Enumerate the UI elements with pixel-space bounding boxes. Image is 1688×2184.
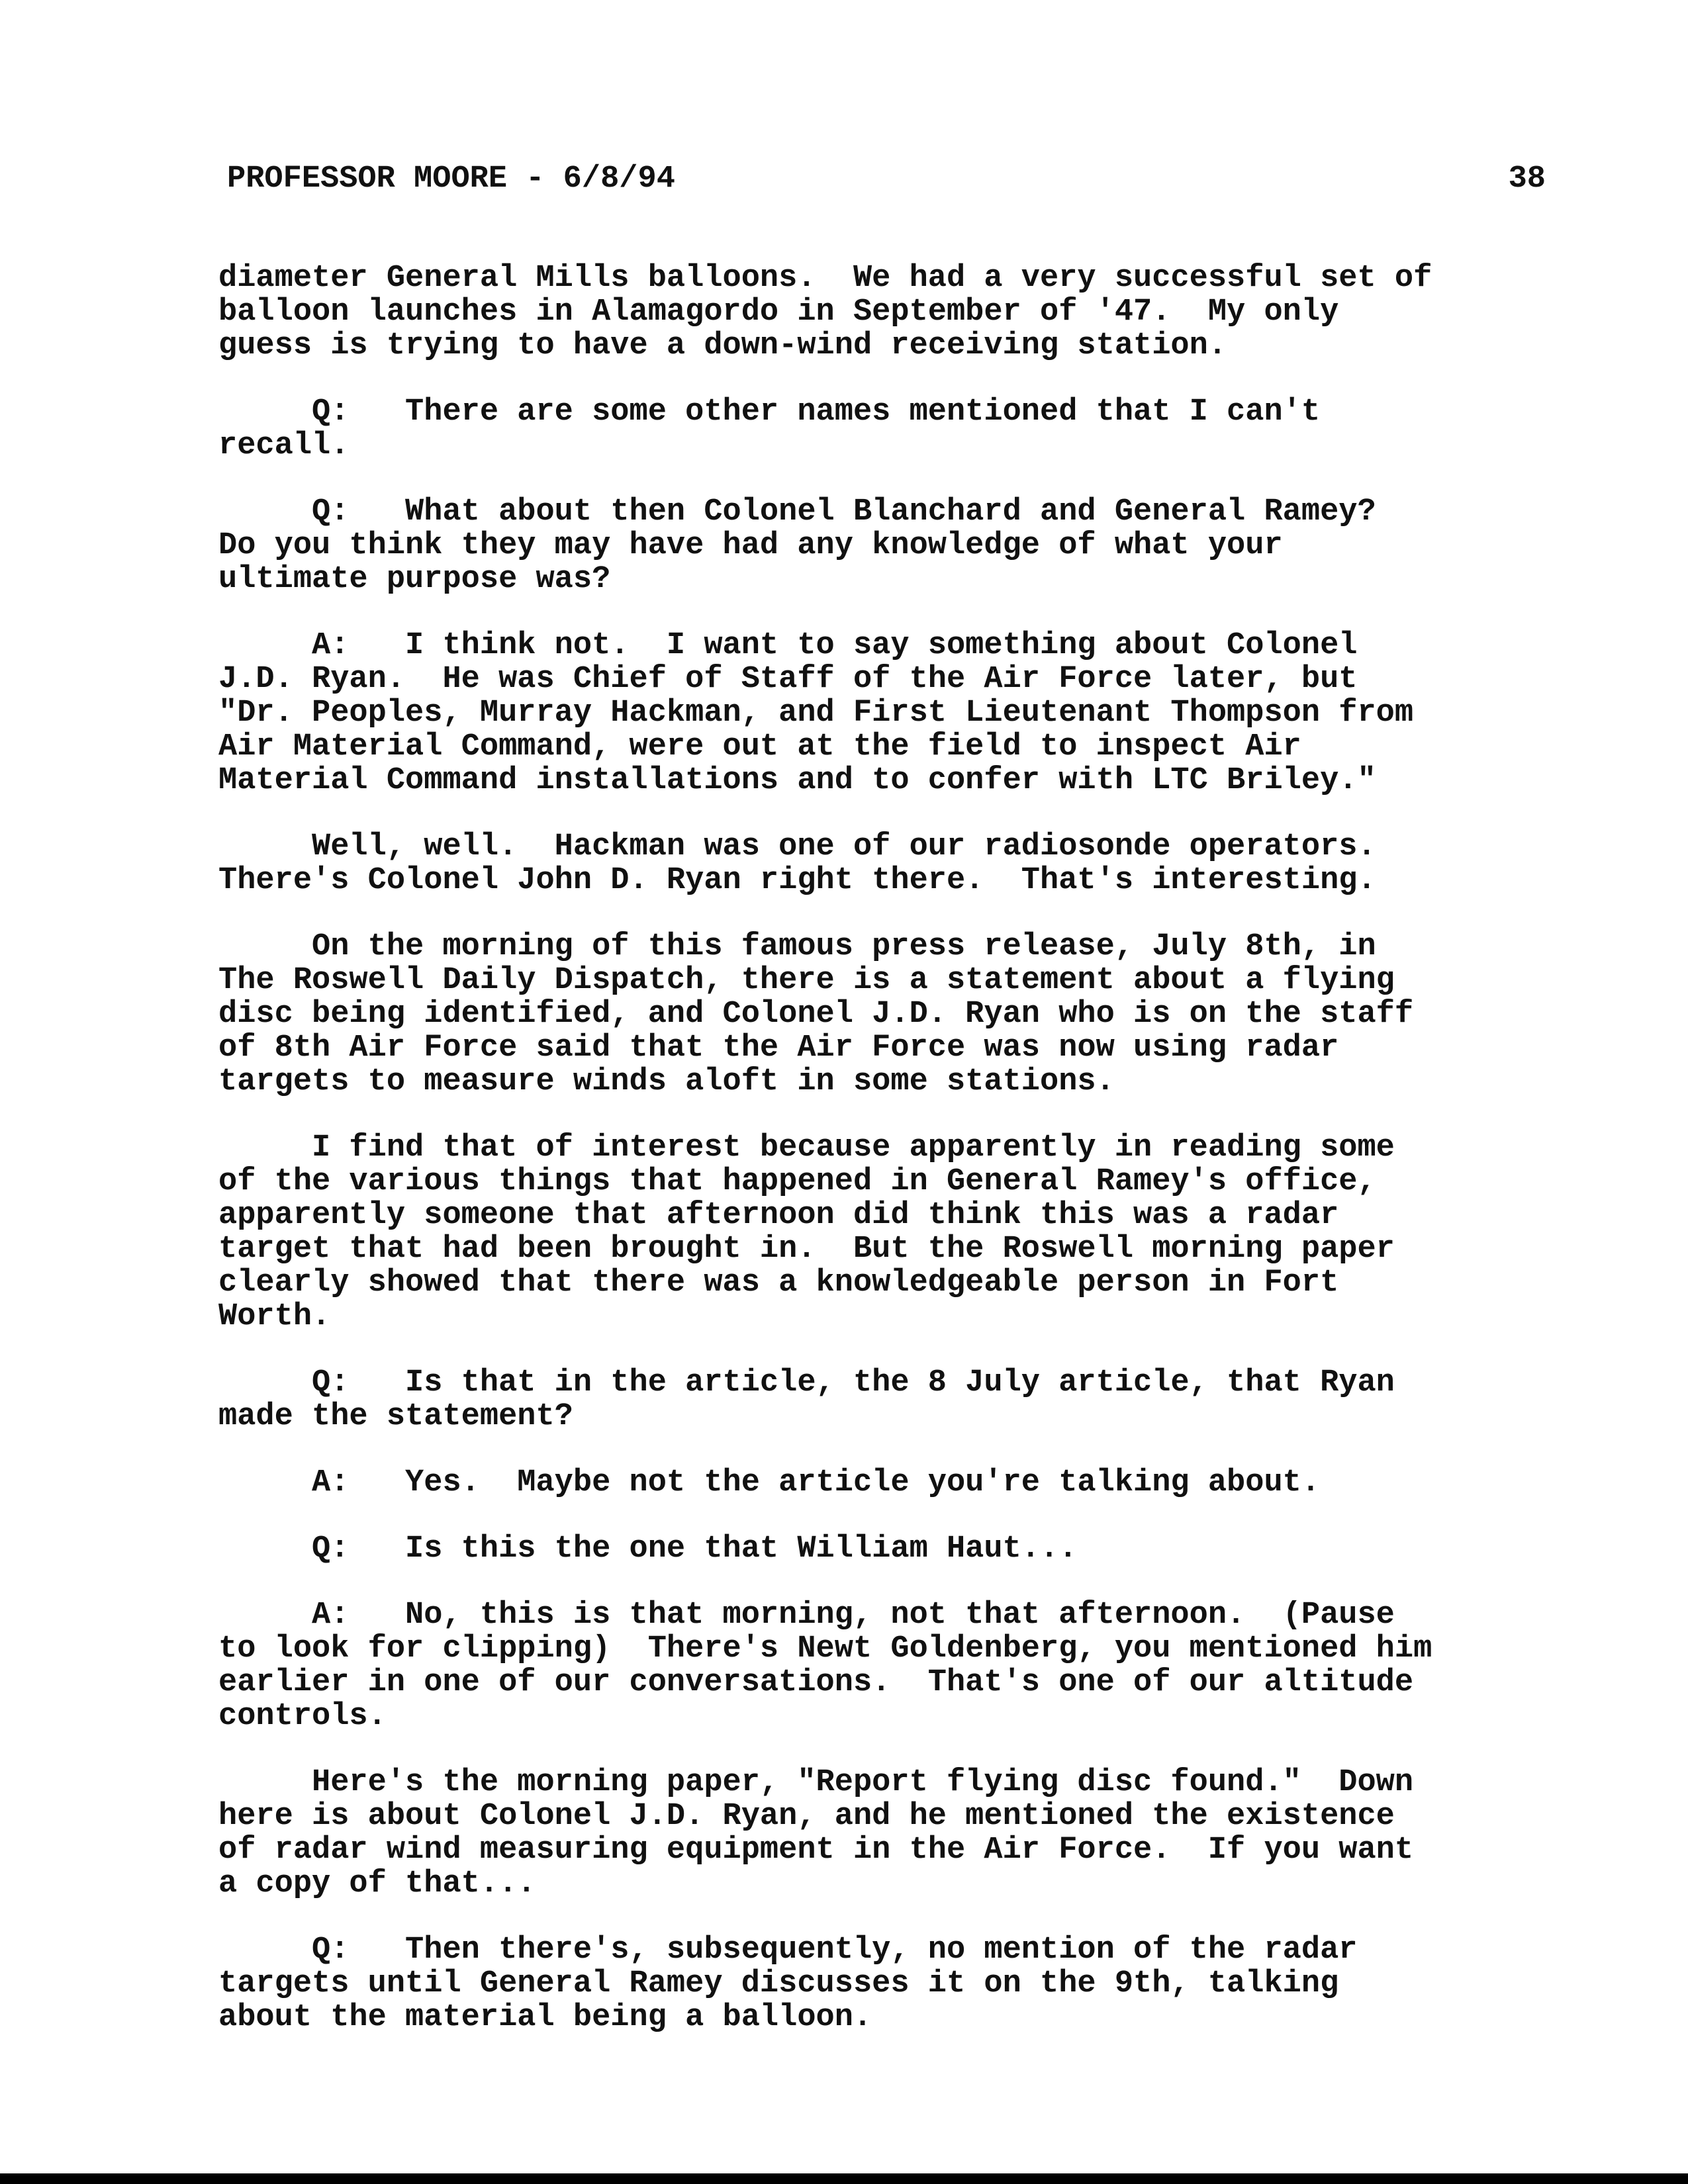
paragraph-13: Q: Then there's, subsequently, no mention of the radar targets until General Ramey discusses it on the 9th, talking about the material being a balloon. xyxy=(218,1933,1358,2035)
paragraph-10: Q: Is this the one that William Haut... xyxy=(218,1531,1078,1567)
header-title: PROFESSOR MOORE - 6/8/94 xyxy=(227,161,675,197)
paragraph-2: Q: There are some other names mentioned that I can't recall. xyxy=(218,394,1321,463)
scan-bottom-edge xyxy=(0,2173,1688,2184)
transcript-body xyxy=(218,261,1556,2067)
page-header xyxy=(227,156,1546,203)
paragraph-6: On the morning of this famous press release, July 8th, in The Roswell Daily Dispatch, there is a statement about a flying disc being identified, and Colonel J.D. Ryan who is on the staff of 8th Air Force said that the Air Force was now using radar targets to measure winds aloft in some stations. xyxy=(218,929,1414,1099)
paragraph-9: A: Yes. Maybe not the article you're talking about. xyxy=(218,1465,1321,1500)
paragraph-8: Q: Is that in the article, the 8 July article, that Ryan made the statement? xyxy=(218,1365,1395,1434)
page-number: 38 xyxy=(1508,161,1546,197)
paragraph-7: I find that of interest because apparently in reading some of the various things that happened in General Ramey's office, apparently someone that afternoon did think this was a radar target that had been brought in. But the Roswell morning paper clearly showed that there was a knowledgeable person in Fort Worth. xyxy=(218,1130,1395,1334)
paragraph-12: Here's the morning paper, "Report flying disc found." Down here is about Colonel J.D. Ryan, and he mentioned the existence of radar wind measuring equipment in the Air Force. If you want a copy of that... xyxy=(218,1765,1414,1901)
paragraph-1: diameter General Mills balloons. We had a very successful set of balloon launches in Alamagordo in September of '47. My only guess is trying to have a down-wind receiving station. xyxy=(218,261,1432,363)
paragraph-11: A: No, this is that morning, not that afternoon. (Pause to look for clipping) There's Newt Goldenberg, you mentioned him earlier in one of our conversations. That's one of our altitude controls. xyxy=(218,1598,1432,1734)
paragraph-3: Q: What about then Colonel Blanchard and General Ramey? Do you think they may have had any knowledge of what your ultimate purpose was? xyxy=(218,494,1376,597)
paragraph-4: A: I think not. I want to say something about Colonel J.D. Ryan. He was Chief of Staff of the Air Force later, but "Dr. Peoples, Murray Hackman, and First Lieutenant Thompson from Air Material Command, were out at the field to inspect Air Material Command installations and to confer with LTC Briley." xyxy=(218,628,1414,798)
paragraph-5: Well, well. Hackman was one of our radiosonde operators. There's Colonel John D. Ryan right there. That's interesting. xyxy=(218,829,1376,898)
